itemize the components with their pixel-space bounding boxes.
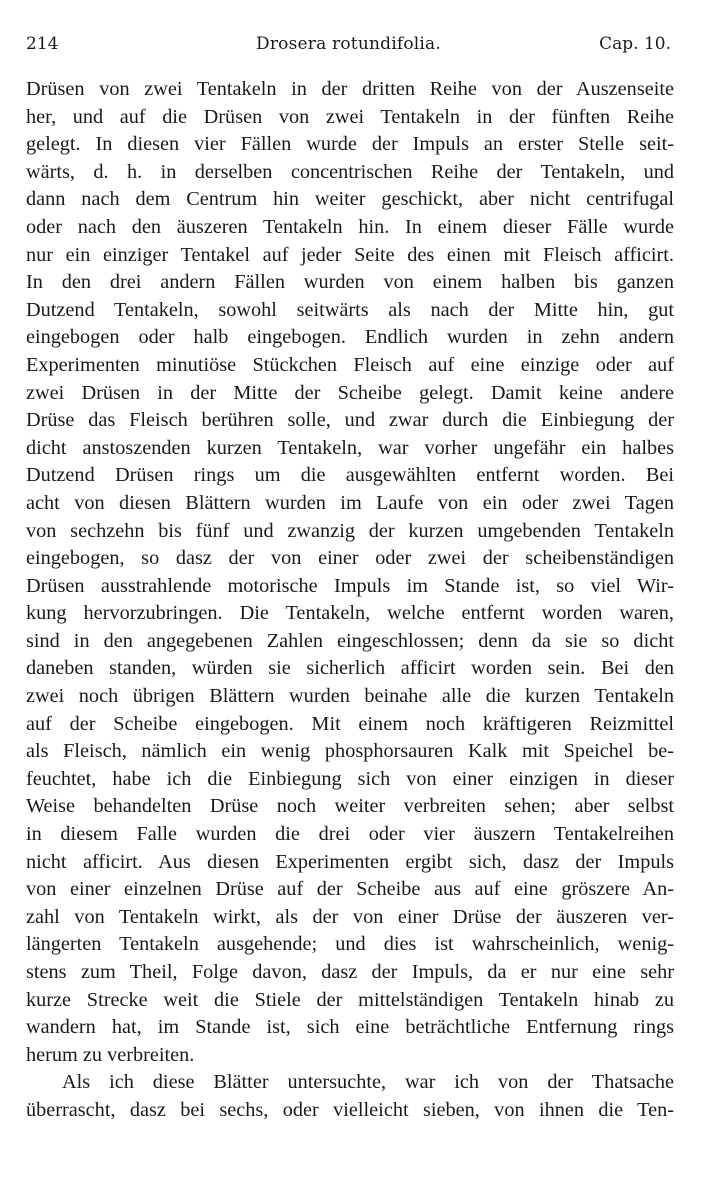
text-line: von sechzehn bis fünf und zwanzig der kurzen umgebenden Tentakeln xyxy=(26,519,674,542)
text-line: feuchtet, habe ich die Einbiegung sich von einer einzigen in dieser xyxy=(26,767,674,790)
text-line: nicht afficirt. Aus diesen Experimenten ergibt sich, dasz der Impuls xyxy=(26,850,674,873)
text-line: auf der Scheibe eingebogen. Mit einem noch kräftigeren Reizmittel xyxy=(26,712,674,735)
text-line: zwei noch übrigen Blättern wurden beinahe alle die kurzen Tentakeln xyxy=(26,685,674,708)
text-line: her, und auf die Drüsen von zwei Tentakeln in der fünften Reihe xyxy=(26,105,674,128)
text-line: Dutzend Drüsen rings um die ausgewählten entfernt worden. Bei xyxy=(26,464,674,487)
text-line: eingebogen oder halb eingebogen. Endlich wurden in zehn andern xyxy=(26,326,674,349)
text-line: nur ein einziger Tentakel auf jeder Seite des einen mit Fleisch afficirt. xyxy=(26,243,674,266)
text-line: Drüse das Fleisch berühren solle, und zwar durch die Einbiegung der xyxy=(26,409,674,432)
text-line: Als ich diese Blätter untersuchte, war ich von der Thatsache xyxy=(62,1071,674,1094)
text-line: kurze Strecke weit die Stiele der mittelständigen Tentakeln hinab zu xyxy=(26,988,674,1011)
text-line: zwei Drüsen in der Mitte der Scheibe gelegt. Damit keine andere xyxy=(26,381,674,404)
text-line: zahl von Tentakeln wirkt, als der von einer Drüse der äuszeren ver- xyxy=(26,905,674,928)
page-number: 214 xyxy=(26,34,59,54)
text-line: herum zu verbreiten. xyxy=(26,1043,195,1066)
text-line: in diesem Falle wurden die drei oder vier äuszern Tentakelreihen xyxy=(26,823,674,846)
body-text xyxy=(26,76,674,1125)
paragraph xyxy=(26,76,674,1069)
text-line: dicht anstoszenden kurzen Tentakeln, war vorher ungefähr ein halbes xyxy=(26,436,674,459)
text-line: Drüsen von zwei Tentakeln in der dritten Reihe von der Auszenseite xyxy=(26,78,674,100)
text-line: Experimenten minutiöse Stückchen Fleisch auf eine einzige oder auf xyxy=(26,353,674,376)
text-line: wärts, d. h. in derselben concentrischen Reihe der Tentakeln, und xyxy=(26,160,674,183)
chapter-label: Cap. 10. xyxy=(599,34,671,54)
text-line: längerten Tentakeln ausgehende; und dies ist wahrscheinlich, wenig- xyxy=(26,933,674,956)
paragraph xyxy=(26,1069,674,1124)
text-line: Dutzend Tentakeln, sowohl seitwärts als nach der Mitte hin, gut xyxy=(26,298,674,321)
text-line: dann nach dem Centrum hin weiter geschickt, aber nicht centrifugal xyxy=(26,188,674,211)
text-line: sind in den angegebenen Zahlen eingeschlossen; denn da sie so dicht xyxy=(26,629,674,652)
text-line: In den drei andern Fällen wurden von einem halben bis ganzen xyxy=(26,271,674,294)
text-line: gelegt. In diesen vier Fällen wurde der Impuls an erster Stelle seit- xyxy=(26,133,674,156)
page-header xyxy=(26,34,671,58)
text-line: acht von diesen Blättern wurden im Laufe von ein oder zwei Tagen xyxy=(26,491,674,514)
text-line: oder nach den äuszeren Tentakeln hin. In einem dieser Fälle wurde xyxy=(26,215,674,238)
text-line: Weise behandelten Drüse noch weiter verbreiten sehen; aber selbst xyxy=(26,795,674,818)
text-line: von einer einzelnen Drüse auf der Scheibe aus auf eine gröszere An- xyxy=(26,878,674,901)
text-line: kung hervorzubringen. Die Tentakeln, welche entfernt worden waren, xyxy=(26,602,674,625)
text-line: stens zum Theil, Folge davon, dasz der Impuls, da er nur eine sehr xyxy=(26,961,674,983)
text-line: überrascht, dasz bei sechs, oder vielleicht sieben, von ihnen die Ten- xyxy=(26,1098,674,1121)
text-line: daneben standen, würden sie sicherlich afficirt worden sein. Bei den xyxy=(26,657,674,680)
text-line: als Fleisch, nämlich ein wenig phosphorsauren Kalk mit Speichel be- xyxy=(26,740,674,763)
running-title: Drosera rotundifolia. xyxy=(256,34,441,54)
text-line: eingebogen, so dasz der von einer oder zwei der scheibenständigen xyxy=(26,547,674,570)
text-line: Drüsen ausstrahlende motorische Impuls im Stande ist, so viel Wir- xyxy=(26,574,674,597)
text-line: wandern hat, im Stande ist, sich eine beträchtliche Entfernung rings xyxy=(26,1016,674,1039)
